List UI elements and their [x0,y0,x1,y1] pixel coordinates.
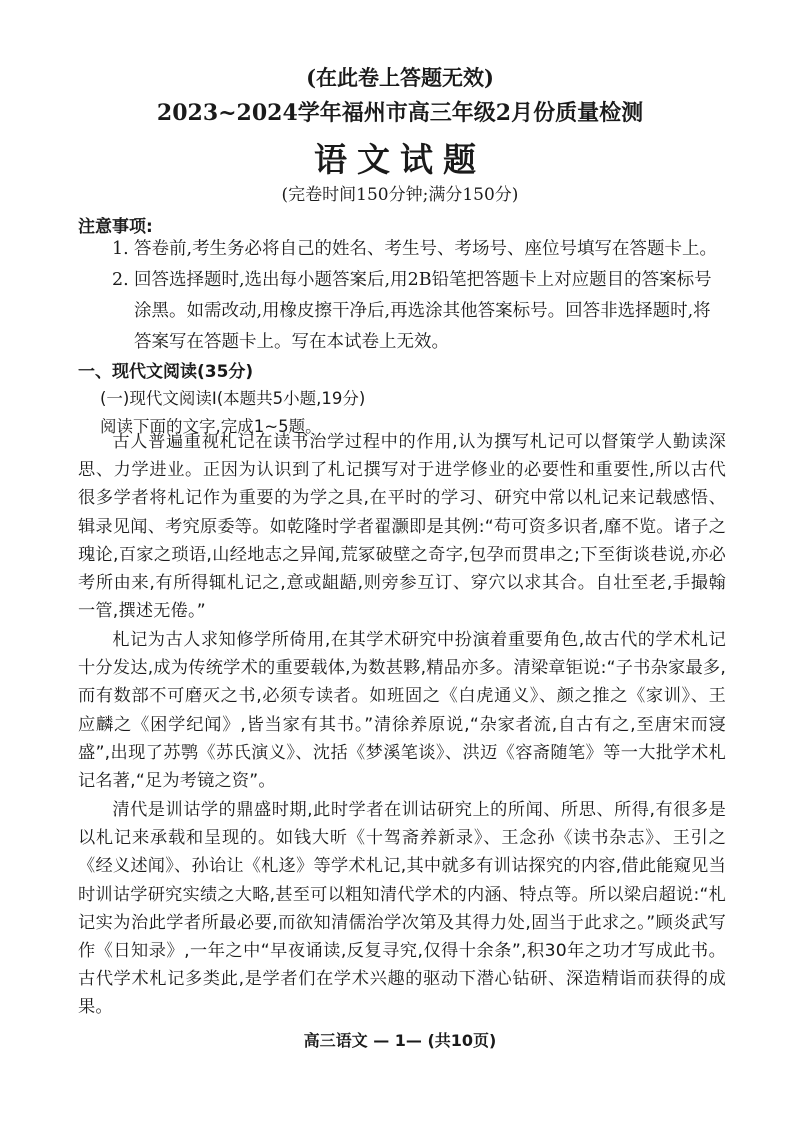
notice-item-number: 2. [112,270,129,290]
time-info: (完卷时间150分钟;满分150分) [281,185,519,205]
notice-item-number: 1. [112,239,129,259]
invalid-note: (在此卷上答题无效) [306,65,494,90]
notice-item-text: 回答选择题时,选出每小题答案后,用2B铅笔把答题卡上对应题目的答案标号涂黑。如需改动,用橡皮擦干净后,再选涂其他答案标号。回答非选择题时,将答案写在答题卡上。写在本试卷上无效。 [134,270,712,352]
reading-paragraph: 古人普遍重视札记在读书治学过程中的作用,认为撰写札记可以督策学人勤读深思、力学进业。正因为认识到了札记撰写对于进学修业的必要性和重要性,所以古代很多学者将札记作为重要的为学之具,在平时的学习、研究中常以札记来记载感悟、辑录见闻、考究原委等。如乾隆时学者翟灏即是其例:“苟可资多识者,靡不览。诸子之瑰论,百家之琐语,山经地志之异闻,荒冢破壁之奇字,包孕而贯串之;下至街谈巷说,亦必考所由来,有所得辄札记之,意或龃龉,则旁参互订、穿穴以求其合。自壮至老,手撮翰一管,撰述无倦。” [78,432,726,622]
section-heading: 一、现代文阅读(35分) [78,362,254,382]
notice-item [112,265,722,358]
notice-item-text: 答卷前,考生务必将自己的姓名、考生号、考场号、座位号填写在答题卡上。 [134,239,718,259]
reading-instruction: 阅读下面的文字,完成1~5题。 [100,417,322,436]
subject-title: 语文试题 [314,140,486,179]
notice-heading: 注意事项: [78,217,153,237]
reading-paragraph: 札记为古人求知修学所倚用,在其学术研究中扮演着重要角色,故古代的学术札记十分发达,成为传统学术的重要载体,为数甚夥,精品亦多。清梁章钜说:“子书杂家最多,而有数部不可磨灭之书,必须专读者。如班固之《白虎通义》、颜之推之《家训》、王应麟之《困学纪闻》,皆当家有其书。”清徐养原说,“杂家者流,自古有之,至唐宋而寖盛”,出现了苏鹗《苏氏演义》、沈括《梦溪笔谈》、洪迈《容斋随笔》等一大批学术札记名著,“足为考镜之资”。 [78,630,726,792]
exam-name: 2023~2024学年福州市高三年级2月份质量检测 [156,100,644,126]
subsection-heading: (一)现代文阅读Ⅰ(本题共5小题,19分) [100,389,366,408]
page-footer: 高三语文 — 1— (共10页) [303,1031,497,1050]
notice-item [112,234,722,265]
reading-paragraph: 清代是训诂学的鼎盛时期,此时学者在训诂研究上的所闻、所思、所得,有很多是以札记来承载和呈现的。如钱大昕《十驾斋养新录》、王念孙《读书杂志》、王引之《经义述闻》、孙诒让《札迻》等学术札记,其中就多有训诂探究的内容,借此能窥见当时训诂学研究实绩之大略,甚至可以粗知清代学术的内涵、特点等。所以梁启超说:“札记实为治此学者所最必要,而欲知清儒治学次第及其得力处,固当于此求之。”顾炎武写作《日知录》,一年之中“早夜诵读,反复寻究,仅得十余条”,积30年之功才写成此书。古代学术札记多类此,是学者们在学术兴趣的驱动下潜心钻研、深造精诣而获得的成果。 [78,800,726,1018]
